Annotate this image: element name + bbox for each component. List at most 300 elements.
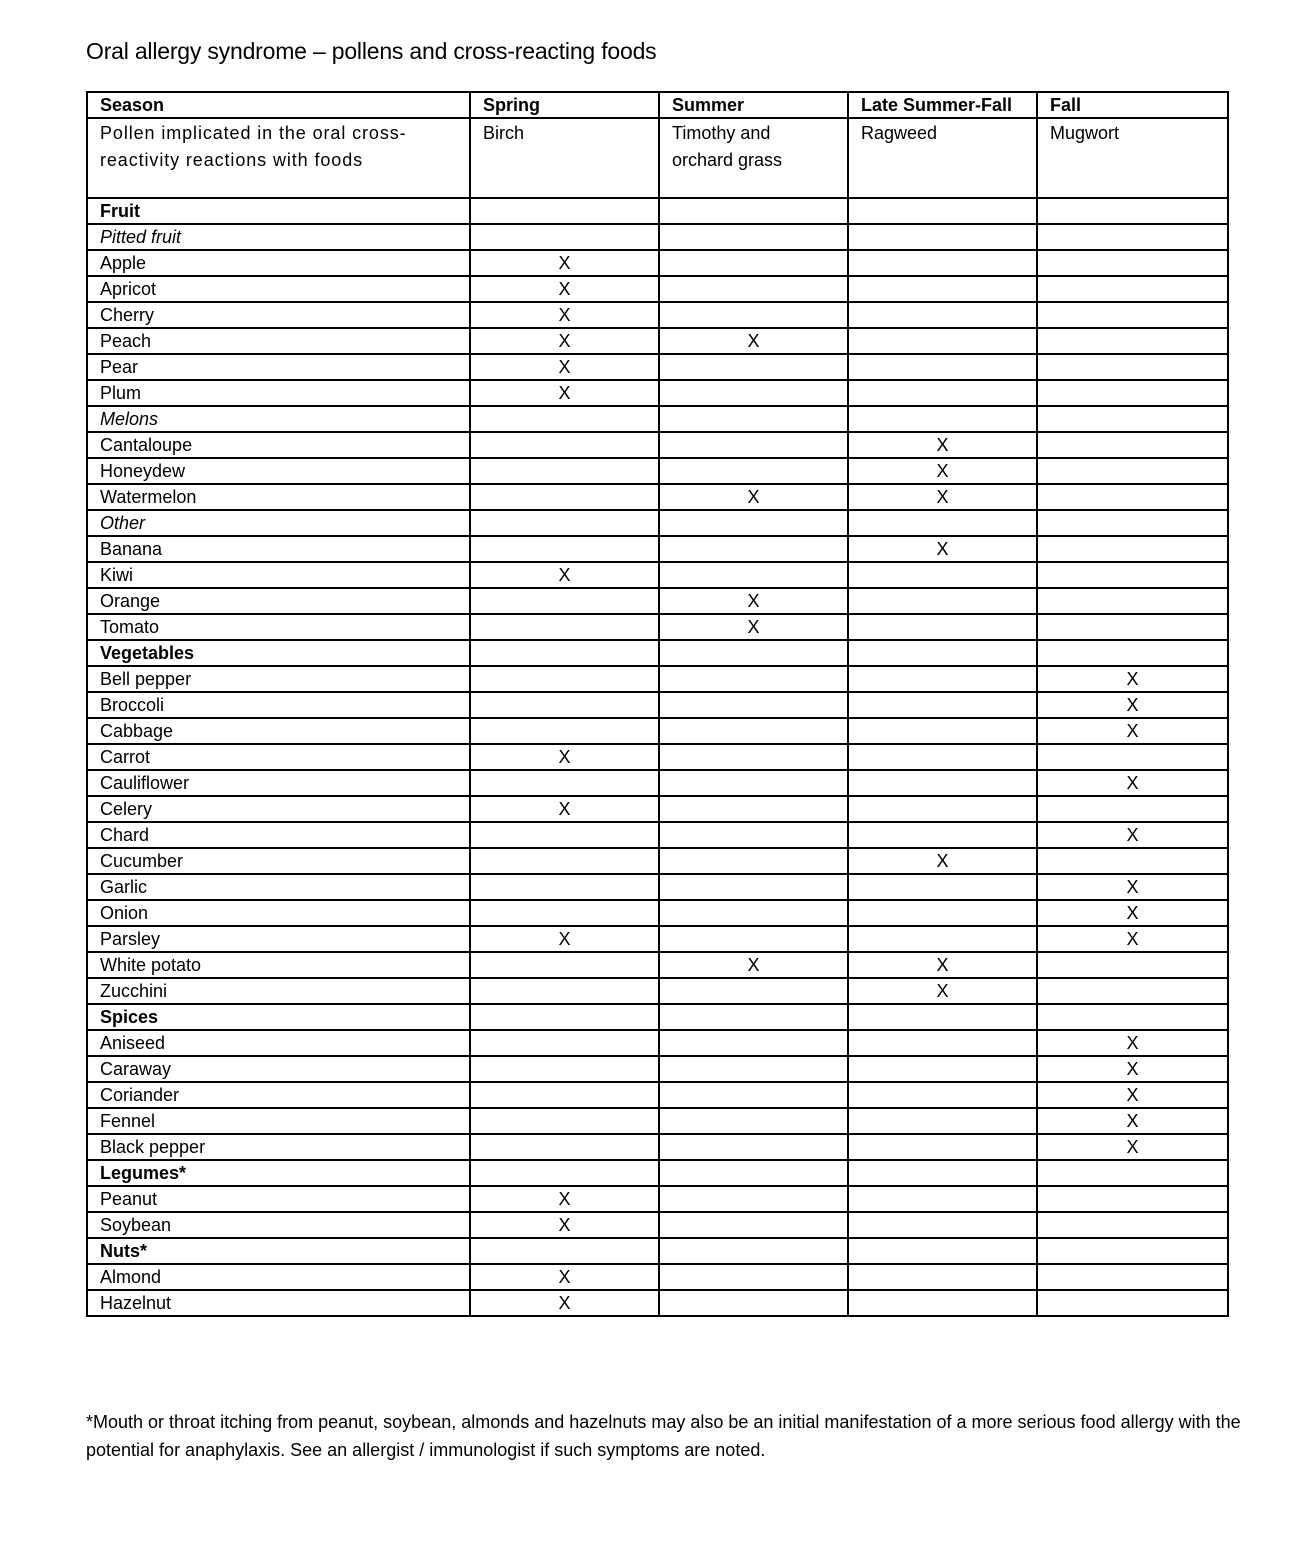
x-mark: X — [936, 539, 949, 559]
mark-cell — [848, 484, 1037, 510]
food-label: Garlic — [87, 874, 470, 900]
food-label: Watermelon — [87, 484, 470, 510]
food-label: Broccoli — [87, 692, 470, 718]
x-mark: X — [1126, 695, 1139, 715]
table-row — [87, 874, 1228, 900]
mark-cell — [848, 770, 1037, 796]
mark-cell — [470, 1030, 659, 1056]
mark-cell — [470, 1056, 659, 1082]
category-label: Spices — [87, 1004, 470, 1030]
table-row — [87, 718, 1228, 744]
mark-cell — [848, 1212, 1037, 1238]
food-label: Cucumber — [87, 848, 470, 874]
mark-cell — [1037, 224, 1228, 250]
food-label: Coriander — [87, 1082, 470, 1108]
x-mark: X — [558, 279, 571, 299]
x-mark: X — [558, 1189, 571, 1209]
mark-cell — [470, 1212, 659, 1238]
mark-cell — [470, 952, 659, 978]
mark-cell — [470, 380, 659, 406]
mark-cell — [1037, 1160, 1228, 1186]
mark-cell — [659, 432, 848, 458]
mark-cell — [470, 666, 659, 692]
x-mark: X — [1126, 1137, 1139, 1157]
mark-cell — [659, 1108, 848, 1134]
x-mark: X — [936, 981, 949, 1001]
category-label: Other — [87, 510, 470, 536]
food-label: Aniseed — [87, 1030, 470, 1056]
food-label: Cherry — [87, 302, 470, 328]
mark-cell — [1037, 510, 1228, 536]
mark-cell — [1037, 1134, 1228, 1160]
table-row — [87, 432, 1228, 458]
x-mark: X — [558, 747, 571, 767]
mark-cell — [848, 848, 1037, 874]
mark-cell — [1037, 848, 1228, 874]
table-row — [87, 354, 1228, 380]
mark-cell — [470, 198, 659, 224]
mark-cell — [659, 588, 848, 614]
mark-cell — [659, 822, 848, 848]
table-row — [87, 614, 1228, 640]
mark-cell — [659, 900, 848, 926]
mark-cell — [659, 354, 848, 380]
food-label: Soybean — [87, 1212, 470, 1238]
mark-cell — [659, 744, 848, 770]
mark-cell — [1037, 1082, 1228, 1108]
season-header-late-summer-fall: Late Summer-Fall — [848, 92, 1037, 118]
food-label: Orange — [87, 588, 470, 614]
mark-cell — [659, 1186, 848, 1212]
food-label: Carrot — [87, 744, 470, 770]
x-mark: X — [1126, 825, 1139, 845]
x-mark: X — [936, 851, 949, 871]
category-label: Melons — [87, 406, 470, 432]
x-mark: X — [747, 591, 760, 611]
pollen-birch: Birch — [470, 118, 659, 198]
pollen-label: Pollen implicated in the oral cross-reactivity reactions with foods — [87, 118, 470, 198]
mark-cell — [659, 562, 848, 588]
mark-cell — [659, 1160, 848, 1186]
food-label: Hazelnut — [87, 1290, 470, 1316]
mark-cell — [470, 328, 659, 354]
food-label: Chard — [87, 822, 470, 848]
x-mark: X — [558, 565, 571, 585]
mark-cell — [1037, 276, 1228, 302]
mark-cell — [1037, 614, 1228, 640]
mark-cell — [659, 276, 848, 302]
mark-cell — [470, 770, 659, 796]
mark-cell — [470, 536, 659, 562]
page-title: Oral allergy syndrome – pollens and cross-reacting foods — [86, 38, 657, 64]
mark-cell — [1037, 354, 1228, 380]
x-mark: X — [747, 617, 760, 637]
table-row — [87, 484, 1228, 510]
mark-cell — [1037, 536, 1228, 562]
table-row — [87, 952, 1228, 978]
mark-cell — [659, 1264, 848, 1290]
pollen-row — [87, 118, 1228, 198]
table-row — [87, 1082, 1228, 1108]
mark-cell — [659, 1056, 848, 1082]
subcategory-row — [87, 406, 1228, 432]
subcategory-row — [87, 224, 1228, 250]
mark-cell — [1037, 406, 1228, 432]
mark-cell — [848, 1186, 1037, 1212]
mark-cell — [470, 224, 659, 250]
mark-cell — [848, 666, 1037, 692]
food-label: Honeydew — [87, 458, 470, 484]
x-mark: X — [558, 1267, 571, 1287]
table-row — [87, 770, 1228, 796]
mark-cell — [1037, 1238, 1228, 1264]
mark-cell — [1037, 926, 1228, 952]
mark-cell — [659, 666, 848, 692]
mark-cell — [1037, 562, 1228, 588]
mark-cell — [848, 926, 1037, 952]
season-header-summer: Summer — [659, 92, 848, 118]
pollen-timothy-orchard-grass: Timothy and orchard grass — [659, 118, 848, 198]
table-row — [87, 900, 1228, 926]
mark-cell — [848, 276, 1037, 302]
mark-cell — [470, 302, 659, 328]
mark-cell — [1037, 900, 1228, 926]
mark-cell — [659, 1290, 848, 1316]
mark-cell — [848, 1082, 1037, 1108]
mark-cell — [659, 1030, 848, 1056]
mark-cell — [470, 354, 659, 380]
x-mark: X — [558, 305, 571, 325]
mark-cell — [1037, 1290, 1228, 1316]
mark-cell — [848, 406, 1037, 432]
mark-cell — [848, 796, 1037, 822]
x-mark: X — [558, 357, 571, 377]
mark-cell — [470, 1160, 659, 1186]
table-row — [87, 822, 1228, 848]
mark-cell — [1037, 952, 1228, 978]
mark-cell — [1037, 302, 1228, 328]
mark-cell — [848, 588, 1037, 614]
mark-cell — [1037, 692, 1228, 718]
mark-cell — [1037, 822, 1228, 848]
table-row — [87, 1186, 1228, 1212]
mark-cell — [470, 796, 659, 822]
mark-cell — [659, 510, 848, 536]
table-row — [87, 458, 1228, 484]
table-row — [87, 1212, 1228, 1238]
x-mark: X — [1126, 773, 1139, 793]
category-row — [87, 198, 1228, 224]
food-label: Apple — [87, 250, 470, 276]
mark-cell — [848, 1264, 1037, 1290]
mark-cell — [659, 874, 848, 900]
mark-cell — [470, 1238, 659, 1264]
mark-cell — [470, 510, 659, 536]
category-row — [87, 640, 1228, 666]
mark-cell — [848, 198, 1037, 224]
food-label: Plum — [87, 380, 470, 406]
mark-cell — [1037, 380, 1228, 406]
mark-cell — [659, 770, 848, 796]
footnote: *Mouth or throat itching from peanut, soybean, almonds and hazelnuts may also be an initial manifestation of a more serious food allergy with the potential for anaphylaxis. See an allergist / immunologist if such symptoms are noted. — [86, 1412, 1241, 1460]
x-mark: X — [747, 331, 760, 351]
mark-cell — [848, 510, 1037, 536]
mark-cell — [848, 536, 1037, 562]
category-row — [87, 1004, 1228, 1030]
season-header-fall: Fall — [1037, 92, 1228, 118]
table-row — [87, 302, 1228, 328]
mark-cell — [470, 1082, 659, 1108]
mark-cell — [1037, 1030, 1228, 1056]
pollen-ragweed: Ragweed — [848, 118, 1037, 198]
mark-cell — [1037, 640, 1228, 666]
mark-cell — [659, 250, 848, 276]
x-mark: X — [1126, 1085, 1139, 1105]
mark-cell — [470, 1290, 659, 1316]
mark-cell — [848, 328, 1037, 354]
mark-cell — [848, 562, 1037, 588]
table-row — [87, 1264, 1228, 1290]
mark-cell — [1037, 328, 1228, 354]
table-row — [87, 1056, 1228, 1082]
mark-cell — [848, 380, 1037, 406]
food-label: Peanut — [87, 1186, 470, 1212]
table-row — [87, 276, 1228, 302]
mark-cell — [848, 224, 1037, 250]
mark-cell — [848, 458, 1037, 484]
food-label: Peach — [87, 328, 470, 354]
x-mark: X — [558, 929, 571, 949]
mark-cell — [659, 796, 848, 822]
mark-cell — [848, 822, 1037, 848]
mark-cell — [470, 692, 659, 718]
food-label: Cauliflower — [87, 770, 470, 796]
season-header-label: Season — [87, 92, 470, 118]
x-mark: X — [558, 383, 571, 403]
food-label: Bell pepper — [87, 666, 470, 692]
x-mark: X — [558, 1215, 571, 1235]
category-label: Nuts* — [87, 1238, 470, 1264]
table-row — [87, 848, 1228, 874]
x-mark: X — [747, 487, 760, 507]
mark-cell — [659, 224, 848, 250]
mark-cell — [848, 900, 1037, 926]
mark-cell — [848, 692, 1037, 718]
mark-cell — [470, 406, 659, 432]
mark-cell — [1037, 1004, 1228, 1030]
mark-cell — [659, 458, 848, 484]
mark-cell — [659, 952, 848, 978]
mark-cell — [470, 1264, 659, 1290]
mark-cell — [848, 354, 1037, 380]
mark-cell — [470, 640, 659, 666]
mark-cell — [470, 276, 659, 302]
mark-cell — [1037, 250, 1228, 276]
mark-cell — [470, 978, 659, 1004]
mark-cell — [848, 432, 1037, 458]
mark-cell — [470, 250, 659, 276]
mark-cell — [470, 1004, 659, 1030]
mark-cell — [659, 406, 848, 432]
mark-cell — [1037, 1264, 1228, 1290]
mark-cell — [659, 718, 848, 744]
mark-cell — [659, 484, 848, 510]
mark-cell — [659, 1212, 848, 1238]
mark-cell — [848, 1056, 1037, 1082]
x-mark: X — [936, 435, 949, 455]
mark-cell — [1037, 588, 1228, 614]
food-label: Zucchini — [87, 978, 470, 1004]
mark-cell — [1037, 1108, 1228, 1134]
category-row — [87, 1238, 1228, 1264]
mark-cell — [848, 1004, 1037, 1030]
mark-cell — [1037, 432, 1228, 458]
mark-cell — [470, 588, 659, 614]
table-row — [87, 1030, 1228, 1056]
mark-cell — [659, 692, 848, 718]
x-mark: X — [558, 1293, 571, 1313]
food-label: Cabbage — [87, 718, 470, 744]
mark-cell — [659, 978, 848, 1004]
season-header-row — [87, 92, 1228, 118]
mark-cell — [848, 952, 1037, 978]
mark-cell — [659, 640, 848, 666]
mark-cell — [1037, 1212, 1228, 1238]
mark-cell — [470, 822, 659, 848]
food-label: Tomato — [87, 614, 470, 640]
mark-cell — [470, 900, 659, 926]
x-mark: X — [1126, 1033, 1139, 1053]
food-label: White potato — [87, 952, 470, 978]
mark-cell — [659, 1134, 848, 1160]
mark-cell — [659, 1004, 848, 1030]
x-mark: X — [1126, 929, 1139, 949]
mark-cell — [848, 978, 1037, 1004]
mark-cell — [470, 614, 659, 640]
mark-cell — [470, 1186, 659, 1212]
food-label: Fennel — [87, 1108, 470, 1134]
season-header-spring: Spring — [470, 92, 659, 118]
mark-cell — [848, 718, 1037, 744]
x-mark: X — [936, 955, 949, 975]
mark-cell — [1037, 770, 1228, 796]
food-label: Apricot — [87, 276, 470, 302]
table-row — [87, 1290, 1228, 1316]
mark-cell — [470, 874, 659, 900]
food-label: Almond — [87, 1264, 470, 1290]
table-row — [87, 744, 1228, 770]
mark-cell — [470, 432, 659, 458]
mark-cell — [659, 848, 848, 874]
pollen-mugwort: Mugwort — [1037, 118, 1228, 198]
food-label: Banana — [87, 536, 470, 562]
mark-cell — [470, 1134, 659, 1160]
table-row — [87, 926, 1228, 952]
table-row — [87, 328, 1228, 354]
mark-cell — [1037, 666, 1228, 692]
category-label: Vegetables — [87, 640, 470, 666]
mark-cell — [470, 718, 659, 744]
mark-cell — [470, 1108, 659, 1134]
x-mark: X — [1126, 1059, 1139, 1079]
mark-cell — [659, 1082, 848, 1108]
mark-cell — [470, 458, 659, 484]
mark-cell — [470, 484, 659, 510]
category-label: Pitted fruit — [87, 224, 470, 250]
mark-cell — [659, 614, 848, 640]
x-mark: X — [1126, 903, 1139, 923]
food-label: Black pepper — [87, 1134, 470, 1160]
mark-cell — [848, 1290, 1037, 1316]
x-mark: X — [558, 799, 571, 819]
mark-cell — [470, 848, 659, 874]
table-row — [87, 796, 1228, 822]
food-label: Kiwi — [87, 562, 470, 588]
x-mark: X — [1126, 1111, 1139, 1131]
mark-cell — [470, 926, 659, 952]
table-row — [87, 562, 1228, 588]
table-row — [87, 250, 1228, 276]
mark-cell — [848, 1134, 1037, 1160]
x-mark: X — [558, 253, 571, 273]
table-row — [87, 1108, 1228, 1134]
mark-cell — [659, 328, 848, 354]
x-mark: X — [1126, 721, 1139, 741]
x-mark: X — [1126, 877, 1139, 897]
x-mark: X — [747, 955, 760, 975]
mark-cell — [1037, 744, 1228, 770]
x-mark: X — [936, 487, 949, 507]
mark-cell — [659, 198, 848, 224]
category-label: Legumes* — [87, 1160, 470, 1186]
mark-cell — [659, 380, 848, 406]
mark-cell — [848, 250, 1037, 276]
mark-cell — [1037, 1056, 1228, 1082]
food-label: Caraway — [87, 1056, 470, 1082]
mark-cell — [848, 640, 1037, 666]
mark-cell — [659, 536, 848, 562]
food-label: Onion — [87, 900, 470, 926]
mark-cell — [848, 302, 1037, 328]
mark-cell — [848, 1030, 1037, 1056]
mark-cell — [1037, 1186, 1228, 1212]
mark-cell — [1037, 484, 1228, 510]
mark-cell — [1037, 978, 1228, 1004]
mark-cell — [848, 1108, 1037, 1134]
subcategory-row — [87, 510, 1228, 536]
food-label: Parsley — [87, 926, 470, 952]
mark-cell — [1037, 718, 1228, 744]
mark-cell — [848, 874, 1037, 900]
table-row — [87, 692, 1228, 718]
mark-cell — [659, 926, 848, 952]
table-row — [87, 978, 1228, 1004]
x-mark: X — [1126, 669, 1139, 689]
mark-cell — [848, 614, 1037, 640]
table-row — [87, 588, 1228, 614]
food-label: Pear — [87, 354, 470, 380]
x-mark: X — [558, 331, 571, 351]
mark-cell — [470, 744, 659, 770]
mark-cell — [470, 562, 659, 588]
mark-cell — [848, 744, 1037, 770]
table-row — [87, 536, 1228, 562]
allergy-table — [86, 91, 1229, 1317]
mark-cell — [659, 1238, 848, 1264]
mark-cell — [848, 1160, 1037, 1186]
mark-cell — [1037, 796, 1228, 822]
category-row — [87, 1160, 1228, 1186]
